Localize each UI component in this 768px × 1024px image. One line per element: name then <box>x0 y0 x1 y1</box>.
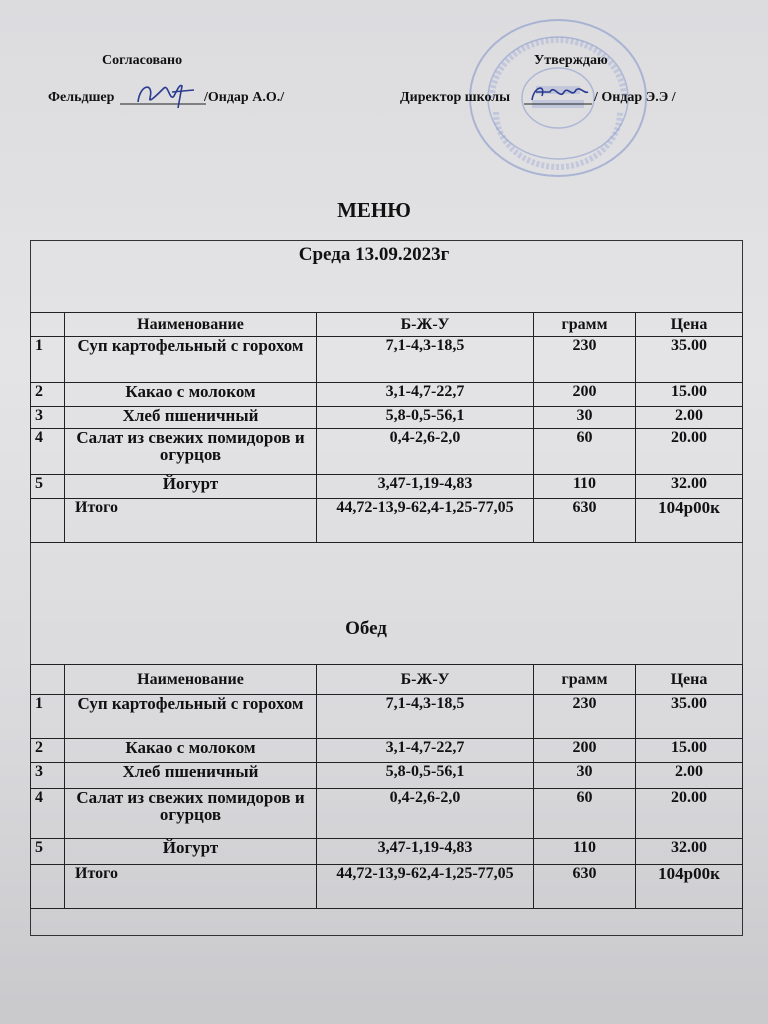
row-number: 2 <box>31 383 65 407</box>
table-header-row <box>31 313 743 337</box>
dish-name: Хлеб пшеничный <box>65 763 317 789</box>
total-row <box>31 865 743 909</box>
dish-bju: 7,1-4,3-18,5 <box>317 695 534 739</box>
total-label: Итого <box>65 499 317 543</box>
row-number: 4 <box>31 429 65 475</box>
column-name: Наименование <box>65 665 317 695</box>
dish-name: Суп картофельный с горохом <box>65 337 317 383</box>
dish-gram: 200 <box>534 383 636 407</box>
table-row <box>31 383 743 407</box>
director-signature <box>524 80 594 115</box>
column-bju: Б-Ж-У <box>317 665 534 695</box>
total-bju: 44,72-13,9-62,4-1,25-77,05 <box>317 865 534 909</box>
dish-name: Какао с молоком <box>65 739 317 763</box>
total-gram: 630 <box>534 499 636 543</box>
dish-price: 35.00 <box>636 695 743 739</box>
dish-gram: 60 <box>534 429 636 475</box>
column-name: Наименование <box>65 313 317 337</box>
total-bju: 44,72-13,9-62,4-1,25-77,05 <box>317 499 534 543</box>
lunch-title: Обед <box>345 618 387 639</box>
dish-bju: 7,1-4,3-18,5 <box>317 337 534 383</box>
dish-bju: 0,4-2,6-2,0 <box>317 789 534 839</box>
row-number: 1 <box>31 695 65 739</box>
dish-gram: 230 <box>534 337 636 383</box>
dish-bju: 3,1-4,7-22,7 <box>317 739 534 763</box>
row-number: 4 <box>31 789 65 839</box>
dish-gram: 30 <box>534 763 636 789</box>
dish-gram: 230 <box>534 695 636 739</box>
dish-name: Суп картофельный с горохом <box>65 695 317 739</box>
director-role: Директор школы <box>400 90 511 105</box>
row-number: 1 <box>31 337 65 383</box>
row-number: 5 <box>31 839 65 865</box>
column-bju: Б-Ж-У <box>317 313 534 337</box>
column-gram: грамм <box>534 665 636 695</box>
approve-caption: Утверждаю <box>534 53 608 68</box>
dish-bju: 5,8-0,5-56,1 <box>317 763 534 789</box>
dish-price: 2.00 <box>636 407 743 429</box>
dish-price: 2.00 <box>636 763 743 789</box>
dish-price: 32.00 <box>636 475 743 499</box>
table-row <box>31 839 743 865</box>
dish-gram: 110 <box>534 839 636 865</box>
dish-name: Хлеб пшеничный <box>65 407 317 429</box>
paramedic-role: Фельдшер <box>48 90 115 105</box>
day-title: Среда 13.09.2023г <box>298 244 450 265</box>
table-row <box>31 337 743 383</box>
director-name: / Ондар Э.Э / <box>594 90 676 105</box>
dish-price: 20.00 <box>636 429 743 475</box>
total-price: 104р00к <box>636 865 743 909</box>
table-row <box>31 475 743 499</box>
dish-gram: 30 <box>534 407 636 429</box>
column-gram: грамм <box>534 313 636 337</box>
table-row <box>31 763 743 789</box>
total-label: Итого <box>65 865 317 909</box>
approved-caption: Согласовано <box>102 53 183 68</box>
column-price: Цена <box>636 665 743 695</box>
dish-bju: 0,4-2,6-2,0 <box>317 429 534 475</box>
row-number: 3 <box>31 763 65 789</box>
dish-price: 32.00 <box>636 839 743 865</box>
table-row <box>31 429 743 475</box>
table-row <box>31 789 743 839</box>
menu-title: МЕНЮ <box>337 198 411 222</box>
row-number: 3 <box>31 407 65 429</box>
dish-gram: 200 <box>534 739 636 763</box>
table-row <box>31 739 743 763</box>
table-row <box>31 695 743 739</box>
dish-name: Салат из свежих помидоров и огурцов <box>65 789 317 839</box>
total-gram: 630 <box>534 865 636 909</box>
menu-table-1 <box>30 312 743 543</box>
dish-price: 35.00 <box>636 337 743 383</box>
dish-bju: 3,47-1,19-4,83 <box>317 475 534 499</box>
table-row <box>31 407 743 429</box>
table-header-row <box>31 665 743 695</box>
dish-name: Йогурт <box>65 475 317 499</box>
paramedic-name: /Ондар А.О./ <box>204 90 285 105</box>
dish-gram: 110 <box>534 475 636 499</box>
total-row <box>31 499 743 543</box>
dish-name: Какао с молоком <box>65 383 317 407</box>
dish-bju: 3,1-4,7-22,7 <box>317 383 534 407</box>
dish-price: 15.00 <box>636 383 743 407</box>
dish-name: Йогурт <box>65 839 317 865</box>
menu-table-2 <box>30 664 743 909</box>
dish-bju: 3,47-1,19-4,83 <box>317 839 534 865</box>
dish-name: Салат из свежих помидоров и огурцов <box>65 429 317 475</box>
dish-price: 20.00 <box>636 789 743 839</box>
column-price: Цена <box>636 313 743 337</box>
dish-bju: 5,8-0,5-56,1 <box>317 407 534 429</box>
row-number: 2 <box>31 739 65 763</box>
row-number: 5 <box>31 475 65 499</box>
dish-gram: 60 <box>534 789 636 839</box>
dish-price: 15.00 <box>636 739 743 763</box>
total-price: 104р00к <box>636 499 743 543</box>
paramedic-signature <box>120 80 208 115</box>
